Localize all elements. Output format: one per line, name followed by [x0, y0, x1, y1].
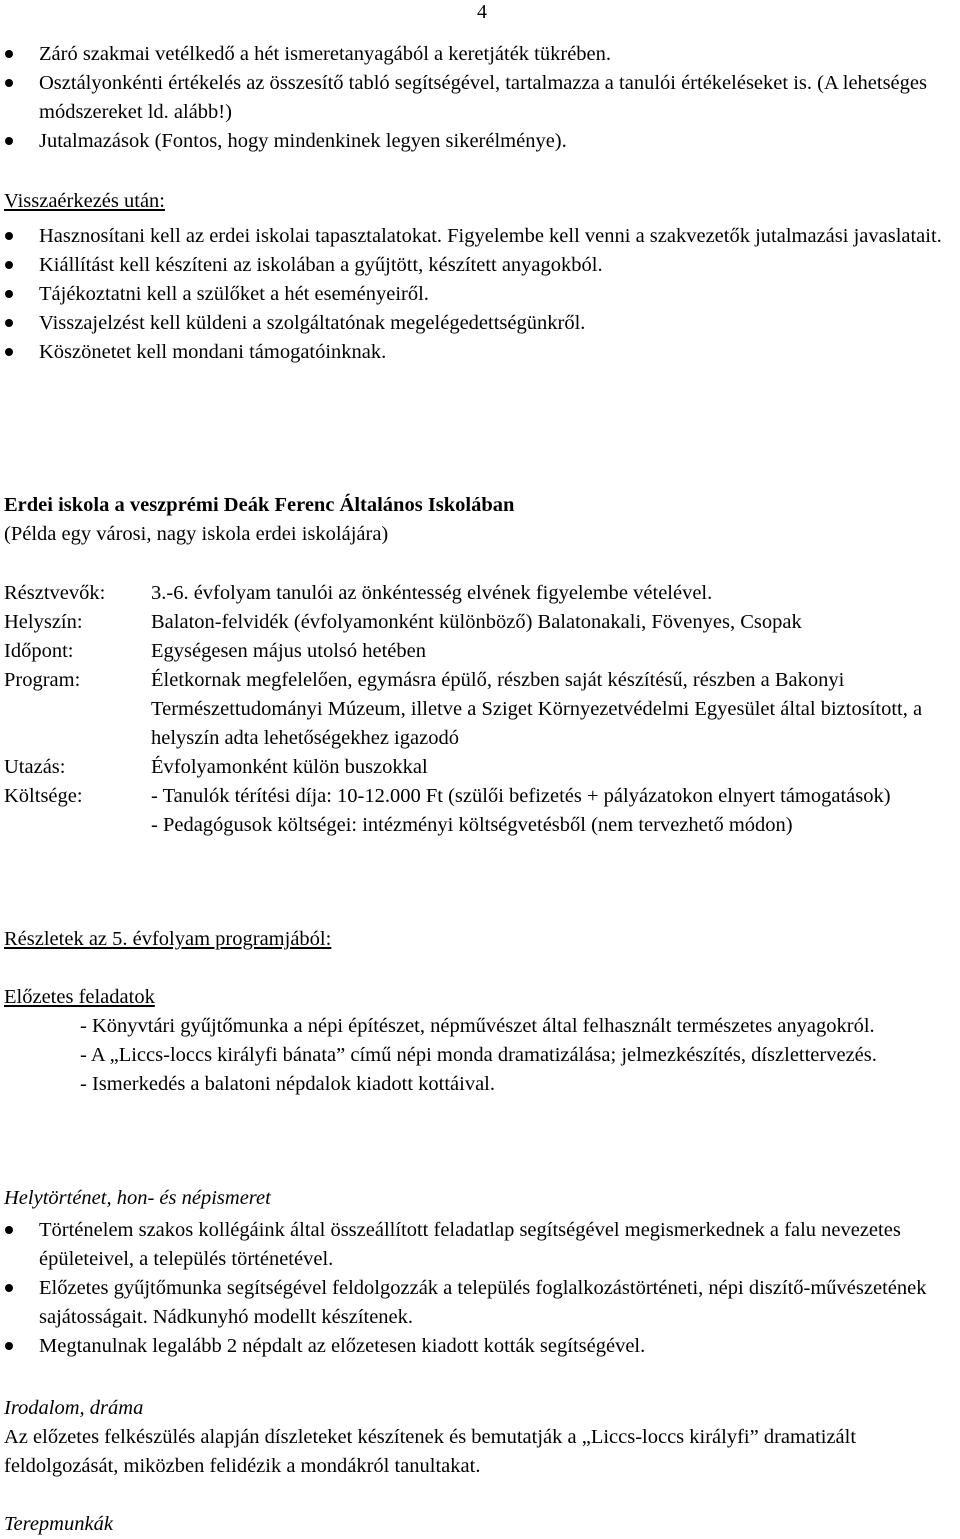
list-item: Megtanulnak legalább 2 népdalt az előzetesen kiadott kották segítségével.: [4, 1332, 954, 1361]
info-value: Egységesen május utolsó hetében: [151, 640, 426, 662]
info-value: 3.-6. évfolyam tanulói az önkéntesség elvének figyelembe vételével.: [151, 582, 713, 604]
section-subtitle: (Példa egy városi, nagy iskola erdei iskolájára): [4, 523, 389, 545]
list-item: Osztályonkénti értékelés az összesítő tabló segítségével, tartalmazza a tanulói értékeléseket is. (A lehetséges módszereket ld. alább!): [4, 69, 954, 127]
info-value: Balaton-felvidék (évfolyamonként különböző) Balatonakali, Fövenyes, Csopak: [151, 611, 802, 633]
list-item: Előzetes gyűjtőmunka segítségével feldolgozzák a település foglalkozástörténeti, népi diszítő-művészetének sajátosságait. Nádkunyhó modellt készítenek.: [4, 1274, 954, 1332]
prep-heading: Előzetes feladatok: [4, 986, 155, 1008]
lit-heading: Irodalom, dráma: [4, 1397, 144, 1419]
info-row-date: [4, 637, 954, 666]
list-item: - Ismerkedés a balatoni népdalok kiadott kottáival.: [80, 1073, 495, 1095]
prep-section: [4, 983, 954, 1099]
info-row-participants: [4, 579, 954, 608]
info-row-program: [4, 666, 954, 753]
info-table: [4, 579, 954, 840]
list-item: Köszönetet kell mondani támogatóinknak.: [4, 338, 954, 367]
section-title: Erdei iskola a veszprémi Deák Ferenc Általános Iskolában: [4, 494, 515, 516]
info-label: Utazás:: [4, 756, 66, 778]
info-row-cost: [4, 782, 954, 811]
return-section: [4, 187, 954, 367]
top-bullet-list: [4, 40, 954, 156]
info-value: Életkornak megfelelően, egymásra épülő, részben saját készítésű, részben a Bakonyi Természettudományi Múzeum, illetve a Sziget Környezetvédelmi Egyesület által biztosított, a helyszín adta lehetőségekhez igazodó: [151, 669, 923, 749]
details-section: [4, 925, 954, 954]
info-label: Program:: [4, 669, 81, 691]
list-item: Záró szakmai vetélkedő a hét ismeretanyagából a keretjáték tükrében.: [4, 40, 954, 69]
list-item: Hasznosítani kell az erdei iskolai tapasztalatokat. Figyelembe kell venni a szakvezetők jutalmazási javaslatait.: [4, 222, 954, 251]
info-label: Résztvevők:: [4, 582, 106, 604]
info-label: Költsége:: [4, 785, 83, 807]
list-item: - Könyvtári gyűjtőmunka a népi építészet, népművészet által felhasznált természetes anyagokról.: [80, 1015, 875, 1037]
info-label: [4, 811, 151, 840]
page-number: 4: [477, 1, 487, 23]
lit-text: Az előzetes felkészülés alapján díszleteket készítenek és bemutatják a „Liccs-loccs királyfi” dramatizált feldolgozását, miközben felidézik a mondákról tanultakat.: [4, 1426, 857, 1477]
list-item: Kiállítást kell készíteni az iskolában a gyűjtött, készített anyagokból.: [4, 251, 954, 280]
list-item: Történelem szakos kollégáink által összeállított feladatlap segítségével megismerkednek a falu nevezetes épületeivel, a település történetével.: [4, 1216, 954, 1274]
literature-section: [4, 1394, 954, 1481]
local-heading: Helytörténet, hon- és népismeret: [4, 1187, 271, 1209]
return-heading: Visszaérkezés után:: [4, 190, 165, 212]
info-row-location: [4, 608, 954, 637]
info-value: - Tanulók térítési díja: 10-12.000 Ft (szülői befizetés + pályázatokon elnyert támogatások): [151, 785, 891, 807]
school-section: [4, 491, 954, 549]
info-label: Helyszín:: [4, 611, 83, 633]
info-row-cost-teachers: [4, 811, 954, 840]
info-value: Évfolyamonként külön buszokkal: [151, 756, 428, 778]
list-item: Visszajelzést kell küldeni a szolgáltatónak megelégedettségünkről.: [4, 309, 954, 338]
local-history-section: [4, 1184, 954, 1361]
list-item: - A „Liccs-loccs királyfi bánata” című népi monda dramatizálása; jelmezkészítés, díszlettervezés.: [80, 1044, 877, 1066]
details-heading: Részletek az 5. évfolyam programjából:: [4, 928, 332, 950]
fieldwork-section: [4, 1510, 954, 1539]
info-value: - Pedagógusok költségei: intézményi költségvetésből (nem tervezhető módon): [151, 814, 793, 836]
info-row-travel: [4, 753, 954, 782]
list-item: Jutalmazások (Fontos, hogy mindenkinek legyen sikerélménye).: [4, 127, 954, 156]
list-item: Tájékoztatni kell a szülőket a hét eseményeiről.: [4, 280, 954, 309]
info-label: Időpont:: [4, 640, 74, 662]
field-heading: Terepmunkák: [4, 1513, 113, 1535]
